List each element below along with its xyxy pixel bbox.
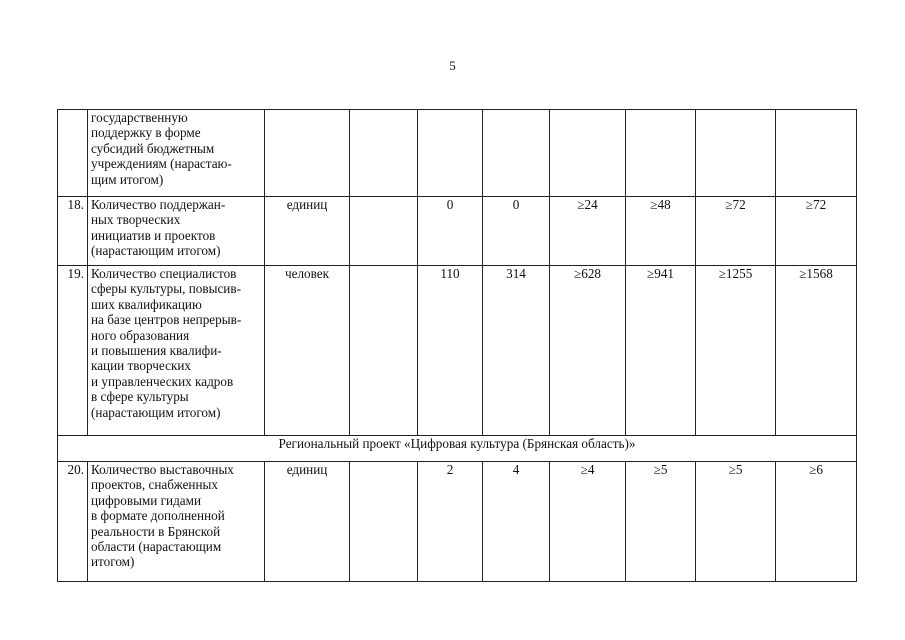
row-number: 18. xyxy=(58,197,88,266)
value-cell xyxy=(776,110,857,197)
value-cell: ≥628 xyxy=(550,266,626,436)
row-number xyxy=(58,110,88,197)
value-cell: ≥941 xyxy=(626,266,696,436)
value-cell: ≥72 xyxy=(696,197,776,266)
value-cell: ≥5 xyxy=(626,462,696,582)
table-row xyxy=(58,110,857,197)
base-value-cell xyxy=(350,266,418,436)
indicator-name: Количество специалистов сферы культуры, повысив- ших квалификацию на базе центров непрерыв- ного образования и повышения квалифи- кации творческих и управленческих кадров в сфере культуры (нарастающим итогом) xyxy=(88,266,265,436)
value-cell xyxy=(626,110,696,197)
base-value-cell xyxy=(350,462,418,582)
row-number: 19. xyxy=(58,266,88,436)
table-row xyxy=(58,462,857,582)
value-cell: 110 xyxy=(418,266,483,436)
unit-cell xyxy=(265,110,350,197)
value-cell: 0 xyxy=(418,197,483,266)
value-cell: ≥4 xyxy=(550,462,626,582)
unit-cell: единиц xyxy=(265,197,350,266)
value-cell: 2 xyxy=(418,462,483,582)
table-row xyxy=(58,197,857,266)
table-row xyxy=(58,266,857,436)
indicator-name: Количество поддержан- ных творческих инициатив и проектов (нарастающим итогом) xyxy=(88,197,265,266)
section-title: Региональный проект «Цифровая культура (Брянская область)» xyxy=(58,436,857,462)
value-cell: 4 xyxy=(483,462,550,582)
page-number: 5 xyxy=(449,58,456,73)
section-row xyxy=(58,436,857,462)
value-cell: ≥1255 xyxy=(696,266,776,436)
indicator-name: государственную поддержку в форме субсидий бюджетным учреждениям (нарастаю- щим итогом) xyxy=(88,110,265,197)
value-cell xyxy=(550,110,626,197)
base-value-cell xyxy=(350,197,418,266)
value-cell xyxy=(696,110,776,197)
value-cell xyxy=(418,110,483,197)
value-cell: ≥5 xyxy=(696,462,776,582)
value-cell: ≥6 xyxy=(776,462,857,582)
unit-cell: единиц xyxy=(265,462,350,582)
unit-cell: человек xyxy=(265,266,350,436)
indicators-table xyxy=(57,109,857,582)
indicator-name: Количество выставочных проектов, снабженных цифровыми гидами в формате дополненной реальности в Брянской области (нарастающим итогом) xyxy=(88,462,265,582)
value-cell xyxy=(483,110,550,197)
value-cell: 314 xyxy=(483,266,550,436)
value-cell: ≥1568 xyxy=(776,266,857,436)
row-number: 20. xyxy=(58,462,88,582)
value-cell: 0 xyxy=(483,197,550,266)
value-cell: ≥72 xyxy=(776,197,857,266)
value-cell: ≥24 xyxy=(550,197,626,266)
base-value-cell xyxy=(350,110,418,197)
value-cell: ≥48 xyxy=(626,197,696,266)
